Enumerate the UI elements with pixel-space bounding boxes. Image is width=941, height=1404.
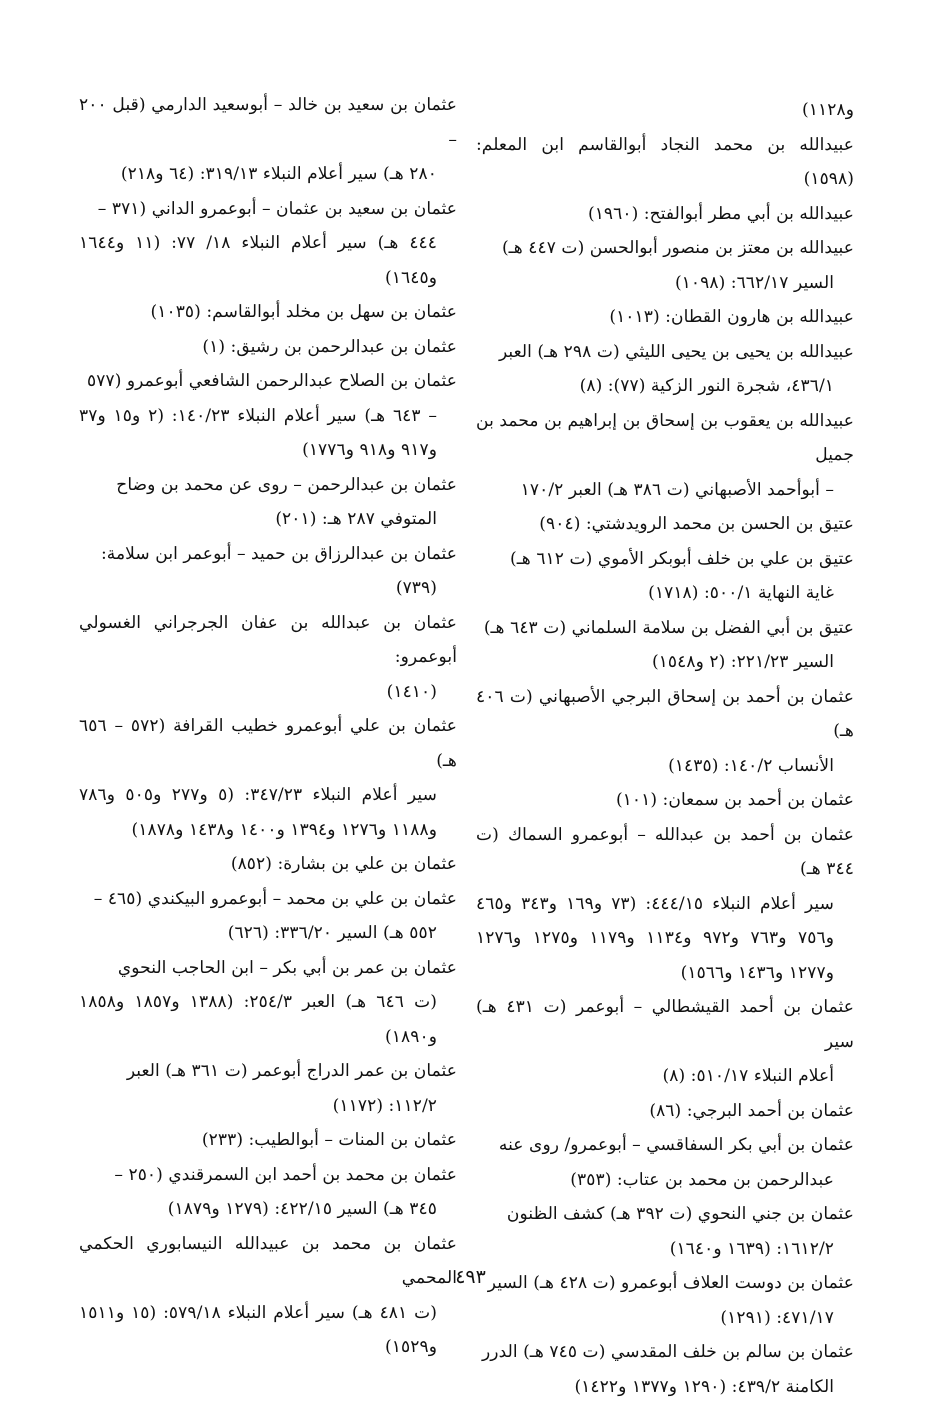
index-entry [476,404,854,508]
index-entry [79,1158,457,1227]
entry-heading: عثمان بن عمر الدراج أبوعمر (ت ٣٦١ هـ) العبر [127,1061,457,1081]
entry-continuation: ٤٤٤ هـ) سير أعلام النبلاء ١٨/ ٧٧: (١١ و١٦٤٤ و١٦٤٥) [79,226,457,295]
entry-heading: عثمان بن سعيد بن عثمان – أبوعمرو الداني (٣٧١ – [98,199,457,219]
entry-heading: عثمان بن المنات – أبوالطيب: (٢٣٣) [202,1130,457,1150]
index-entry [476,1094,854,1129]
index-entry [79,537,457,606]
entry-continuation: (٧٣٩) [79,571,457,606]
entry-heading: عثمان بن أبي بكر السفاقسي – أبوعمرو/ روى عنه [499,1135,854,1155]
index-entry [476,1128,854,1197]
entry-heading: عثمان بن سعيد بن خالد – أبوسعيد الدارمي (قبل ٢٠٠ – [79,95,457,150]
index-entry [476,197,854,232]
entry-heading: عثمان بن علي بن بشارة: (٨٥٢) [231,854,457,874]
index-entry [476,1335,854,1404]
index-entry [476,300,854,335]
entry-heading: عثمان بن محمد بن أحمد ابن السمرقندي (٢٥٠ – [114,1165,457,1185]
entry-heading: عبيدالله بن يحيى بن يحيى الليثي (ت ٢٩٨ هـ) العبر [499,342,854,362]
index-entry [79,847,457,882]
entry-continuation: ٢٨٠ هـ) سير أعلام النبلاء ٣١٩/١٣: (٦٤ و٢١٨) [79,157,457,192]
entry-heading: عثمان بن علي أبوعمرو خطيب القرافة (٥٧٢ – ٦٥٦ هـ) [79,716,457,771]
entry-heading: عثمان بن أحمد بن إسحاق البرجي الأصبهاني (ت ٤٠٦ هـ) [476,687,854,742]
index-entry [476,680,854,784]
entry-heading: عبيدالله بن أبي مطر أبوالفتح: (١٩٦٠) [588,204,854,224]
entry-continuation: سير أعلام النبلاء ٣٤٧/٢٣: (٥ و٢٧٧ و٥٠٥ و٧٨٦ و١١٨٨ و١٢٧٦ و١٣٩٤ و١٤٠٠ و١٤٣٨ و١٨٧٨) [79,778,457,847]
page-number: ٤٩٣ [0,1266,941,1288]
index-entry [476,335,854,404]
entry-heading: عثمان بن أحمد البرجي: (٨٦) [649,1101,854,1121]
entry-heading: عثمان بن عبدالرحمن بن رشيق: (١) [202,337,457,357]
entry-heading: و١١٢٨) [802,100,854,120]
entry-heading: عثمان بن عبدالرحمن – روى عن محمد بن وضاح [116,475,457,495]
entry-heading: عثمان بن عبدالرزاق بن حميد – أبوعمر ابن سلامة: [101,544,457,564]
index-entry [79,1227,457,1365]
entry-continuation: غاية النهاية ٥٠٠/١: (١٧١٨) [476,576,854,611]
entry-continuation: – ٦٤٣ هـ) سير أعلام النبلاء ١٤٠/٢٣: (٢ و١٥ و٣٧ و٩١٧ و٩١٨ و١٧٧٦) [79,399,457,468]
entry-heading: عثمان بن عمر بن أبي بكر – ابن الحاجب النحوي [118,958,457,978]
index-entry [79,1123,457,1158]
entry-heading: عثمان بن أحمد بن عبدالله – أبوعمرو السماك (ت ٣٤٤ هـ) [476,825,854,880]
entry-continuation: السير ٦٦٢/١٧: (١٠٩٨) [476,266,854,301]
entry-continuation: الكامنة ٤٣٩/٢: (١٢٩٠ و١٣٧٧ و١٤٢٢) [476,1370,854,1404]
entry-heading: عتيق بن علي بن خلف أبوبكر الأموي (ت ٦١٢ هـ) [510,549,854,569]
right-column [476,88,854,1404]
entry-heading: عثمان بن عبدالله بن عفان الجرجراني الغسولي أبوعمرو: [79,613,457,668]
index-entry [79,88,457,192]
index-entry [79,468,457,537]
entry-heading: عثمان بن الصلاح عبدالرحمن الشافعي أبوعمرو (٥٧٧ [87,371,457,391]
entry-heading: عثمان بن جني النحوي (ت ٣٩٢ هـ) كشف الظنون [507,1204,854,1224]
index-entry [476,231,854,300]
entry-continuation: – أبوأحمد الأصبهاني (ت ٣٨٦ هـ) العبر ١٧٠/٢ [476,473,854,508]
entry-continuation: المتوفي ٢٨٧ هـ: (٢٠١) [79,502,457,537]
entry-heading: عثمان بن علي بن محمد – أبوعمرو البيكندي (٤٦٥ – [94,889,457,909]
entry-continuation: ١٦١٢/٢: (١٦٣٩ و١٦٤٠) [476,1232,854,1267]
index-entry [476,818,854,991]
entry-continuation: (١٤١٠) [79,675,457,710]
entry-heading: عبيدالله بن محمد النجاد أبوالقاسم ابن المعلم: (١٥٩٨) [476,135,854,190]
entry-continuation: عبدالرحمن بن محمد بن عتاب: (٣٥٣) [476,1163,854,1198]
entry-continuation: ٥٥٢ هـ) السير ٣٣٦/٢٠: (٦٢٦) [79,916,457,951]
entry-continuation: سير أعلام النبلاء ٤٤٤/١٥: (٧٣ و١٦٩ و٣٤٣ و٤٦٥ و٧٥٦ و٧٦٣ و٩٧٢ و١١٣٤ و١١٧٩ و١٢٧٥ و١٢٧٦ و١٢٧٧ و١٤٣٦ و١٥٦٦) [476,887,854,991]
index-entry [476,507,854,542]
entry-continuation: السير ٢٢١/٢٣: (٢ و١٥٤٨) [476,645,854,680]
index-entry [476,128,854,197]
index-entry [79,606,457,710]
index-entry [79,1054,457,1123]
entry-continuation: (ت ٦٤٦ هـ) العبر ٢٥٤/٣: (١٣٨٨ و١٨٥٧ و١٨٥٨ و١٨٩٠) [79,985,457,1054]
entry-heading: عبيدالله بن معتز بن منصور أبوالحسن (ت ٤٤٧ هـ) [502,238,854,258]
entry-heading: عتيق بن أبي الفضل بن سلامة السلماني (ت ٦٤٣ هـ) [484,618,854,638]
index-entry [476,1197,854,1266]
index-entry [476,990,854,1094]
entry-continuation: الأنساب ١٤٠/٢: (١٤٣٥) [476,749,854,784]
index-entry [476,542,854,611]
entry-heading: عثمان بن سالم بن خلف المقدسي (ت ٧٤٥ هـ) الدرر [482,1342,854,1362]
index-entry [79,192,457,296]
entry-heading: عثمان بن محمد بن عبيدالله النيسابوري الحكمي المحمي [79,1234,457,1289]
entry-continuation: أعلام النبلاء ٥١٠/١٧: (٨) [476,1059,854,1094]
entry-continuation: ٤٣٦/١، شجرة النور الزكية (٧٧): (٨) [476,369,854,404]
index-entry [79,951,457,1055]
index-entry [476,611,854,680]
entry-continuation: ٤٧١/١٧: (١٢٩١) [476,1301,854,1336]
index-entry [79,882,457,951]
index-entry [79,330,457,365]
entry-heading: عثمان بن أحمد بن سمعان: (١٠١) [616,790,854,810]
index-entry [476,783,854,818]
entry-heading: عثمان بن أحمد القيشطالي – أبوعمر (ت ٤٣١ هـ) سير [476,997,854,1052]
entry-heading: عتيق بن الحسن بن محمد الرويدشتي: (٩٠٤) [539,514,854,534]
entry-heading: عثمان بن سهل بن مخلد أبوالقاسم: (١٠٣٥) [151,302,457,322]
entry-heading: عثمان بن دوست العلاف أبوعمرو (ت ٤٢٨ هـ) السير [488,1273,854,1293]
entry-continuation: ١١٢/٢: (١١٧٢) [79,1089,457,1124]
index-entry [79,295,457,330]
entry-heading: عبيدالله بن هارون القطان: (١٠١٣) [609,307,854,327]
left-column [79,88,457,1365]
index-entry [79,709,457,847]
entry-continuation: ٣٤٥ هـ) السير ٤٢٢/١٥: (١٢٧٩ و١٨٧٩) [79,1192,457,1227]
entry-heading: عبيدالله بن يعقوب بن إسحاق بن إبراهيم بن محمد بن جميل [476,411,854,466]
entry-continuation: (ت ٤٨١ هـ) سير أعلام النبلاء ٥٧٩/١٨: (١٥ و١٥١١ و١٥٢٩) [79,1296,457,1365]
index-entry [476,93,854,128]
index-entry [79,364,457,468]
